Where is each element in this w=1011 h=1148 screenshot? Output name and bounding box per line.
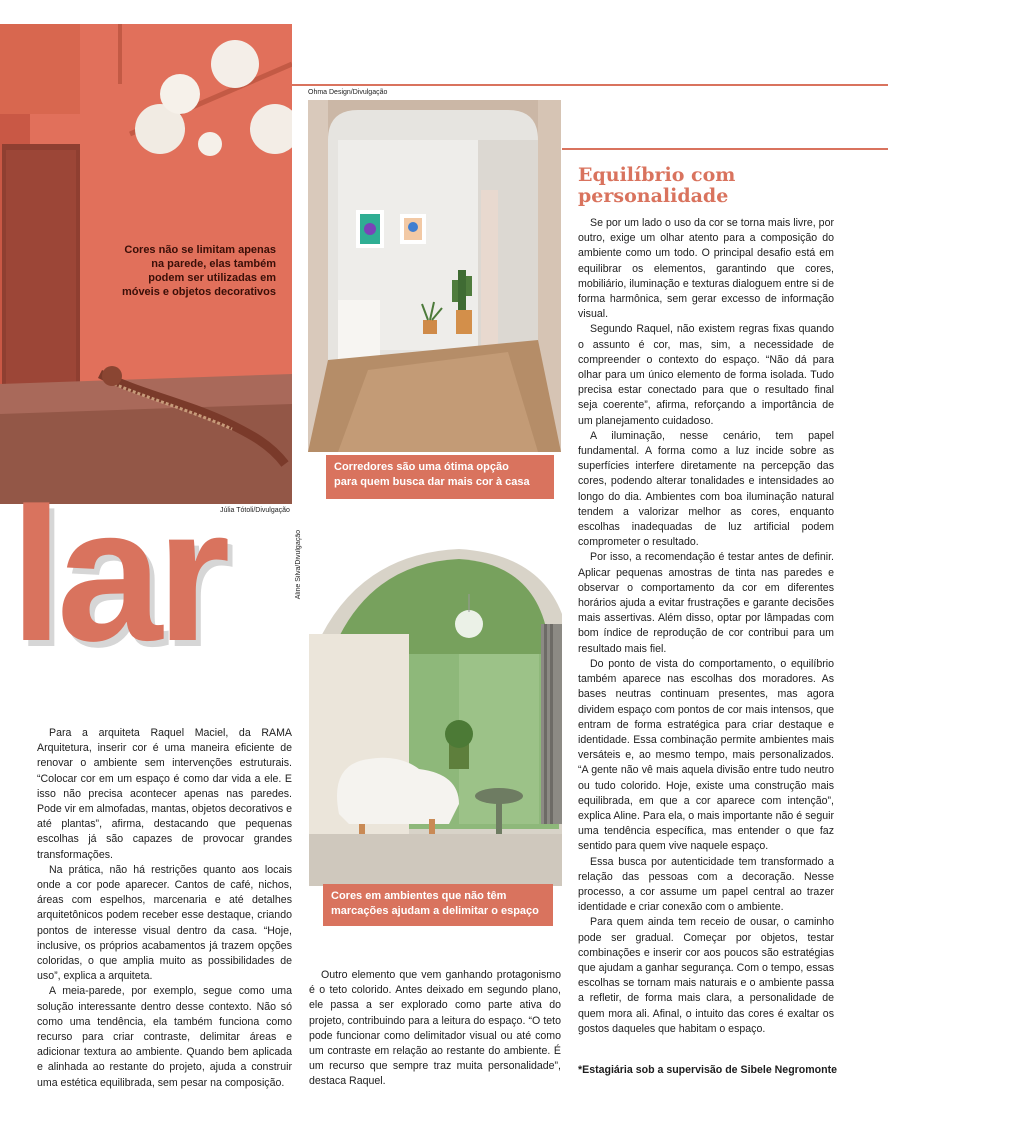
right-paragraph: Se por um lado o uso da cor se torna mais livre, por outro, exige um olhar atento para a composição do ambiente como um todo. O principal desafio está em equilibrar os elementos, garantindo que cores, mobiliário, iluminação e texturas dialoguem entre si de forma harmônica, sem gerar excesso de informação visual. [578,217,834,321]
photo1-credit: Júlia Tótoli/Divulgação [220,507,290,514]
photo-green-room [309,534,562,886]
photo1-caption: Cores não se limitam apenas na parede, elas também podem ser utilizadas em móveis e objetos decorativos [121,244,276,298]
photo-corridor [308,100,561,452]
right-column [578,216,834,1037]
right-paragraph: Para quem ainda tem receio de ousar, o caminho pode ser gradual. Começar por objetos, testar combinações e inserir cor aos poucos são estratégias que ajudam a ganhar segurança. Com o tempo, essas escolhas se tornam mais naturais e o ambiente passa a refletir, de forma mais clara, a personalidade de quem mora ali. Afinal, o intuito das cores é exaltar os gostos daqueles que habitam o espaço. [578,916,834,1035]
left-paragraph: Para a arquiteta Raquel Maciel, da RAMA Arquitetura, inserir cor é uma maneira eficiente de renovar o ambiente sem intervenções estruturais. “Colocar cor em um espaço é como dar vida a ele. E isso não precisa acontecer apenas nas paredes. Pode vir em almofadas, mantas, objetos decorativos e até plantas”, afirma, destacando que pequenas escolhas já são capazes de provocar grandes transformações. [37,727,292,861]
photo2-caption: Corredores são uma ótima opção para quem busca dar mais cor à casa [326,455,554,499]
middle-paragraph: Outro elemento que vem ganhando protagonismo é o teto colorido. Antes deixado em segundo plano, ele passa a ser explorado como parte ativa do projeto, contribuindo para a leitura do espaço. “O teto pode funcionar como delimitador visual ou até como um contraste em relação ao restante do ambiente. É um recurso que sempre traz muita personalidade”, destaca Raquel. [309,969,561,1088]
right-paragraph: Essa busca por autenticidade tem transformado a relação das pessoas com a decoração. Nesse processo, a cor assume um papel central ao trazer identidade e criar conexão com o ambiente. [578,855,834,914]
left-column [37,726,292,1091]
section-heading: Equilíbrio com personalidade [578,164,736,207]
section-rule [562,148,888,150]
photo3-credit: Aline Silva/Divulgação [295,530,302,600]
top-rule [292,84,888,86]
corridor-illustration [308,100,561,452]
right-paragraph: A iluminação, nesse cenário, tem papel fundamental. A forma como a luz incide sobre as superfícies interfere diretamente na percepção das cores, podendo alterar tonalidades e intensidades ao longo do dia. Ambientes com boa iluminação natural tendem a valorizar melhor as cores, enquanto escolhas inadequadas de luz artificial podem comprometer o resultado. [578,429,834,549]
left-paragraph: A meia-parede, por exemplo, segue como uma solução interessante dentro desse contexto. Não só como uma tendência, ela também funciona como recurso para criar contraste, delimitar áreas e adicionar textura ao ambiente. Quando bem aplicada e alinhada ao restante do projeto, ajuda a construir uma estética equilibrada, sem pesar na composição. [37,985,292,1089]
middle-column [309,968,561,1090]
photo3-caption: Cores em ambientes que não têm marcações ajudam a delimitar o espaço [323,884,553,926]
title-word: lar [10,469,225,681]
footnote: *Estagiária sob a supervisão de Sibele Negromonte [578,1064,838,1076]
right-paragraph: Do ponto de vista do comportamento, o equilíbrio também aparece nas escolhas dos moradores. As bases neutras continuam presentes, mas agora dividem espaço com pontos de cor mais intensos, que entram de forma estratégica para criar destaque e identidade. Essa combinação permite ambientes mais versáteis e, ao mesmo tempo, mais personalizados. “A gente não vê mais aquela divisão entre tudo neutro ou tudo colorido. Hoje, existe uma construção mais equilibrada, em que a cor aparece com intenção”, explica Aline. Para ela, o mais importante não é seguir uma tendência específica, mas entender o que faz sentido para quem vive naquele espaço. [578,657,834,853]
photo2-credit: Ohma Design/Divulgação [308,89,388,96]
left-paragraph: Na prática, não há restrições quanto aos locais onde a cor pode aparecer. Cantos de café, nichos, áreas com espelhos, marcenaria e até detalhes arquitetônicos podem receber esse destaque, criando pontos de interesse visual dentro da casa. “Hoje, inclusive, os próprios acabamentos já trazem opções coloridas, o que amplia muito as possibilidades de uso”, explica a arquiteta. [37,863,292,983]
green-room-illustration [309,534,562,886]
right-paragraph: Segundo Raquel, não existem regras fixas quando o assunto é cor, mas, sim, a necessidade de compreender o contexto do espaço. “Não dá para olhar para um único elemento de forma isolada. Tudo precisa estar conectado para que o resultado final seja coerente”, afirma, reforçando a importância de um planejamento cuidadoso. [578,323,834,427]
right-paragraph: Por isso, a recomendação é testar antes de definir. Aplicar pequenas amostras de tinta nas paredes e observar o comportamento da cor em diferentes horários ajuda a evitar frustrações e garante decisões mais assertivas. Além disso, optar por lâmpadas com bom índice de reprodução de cor contribui para um resultado mais fiel. [578,551,834,655]
